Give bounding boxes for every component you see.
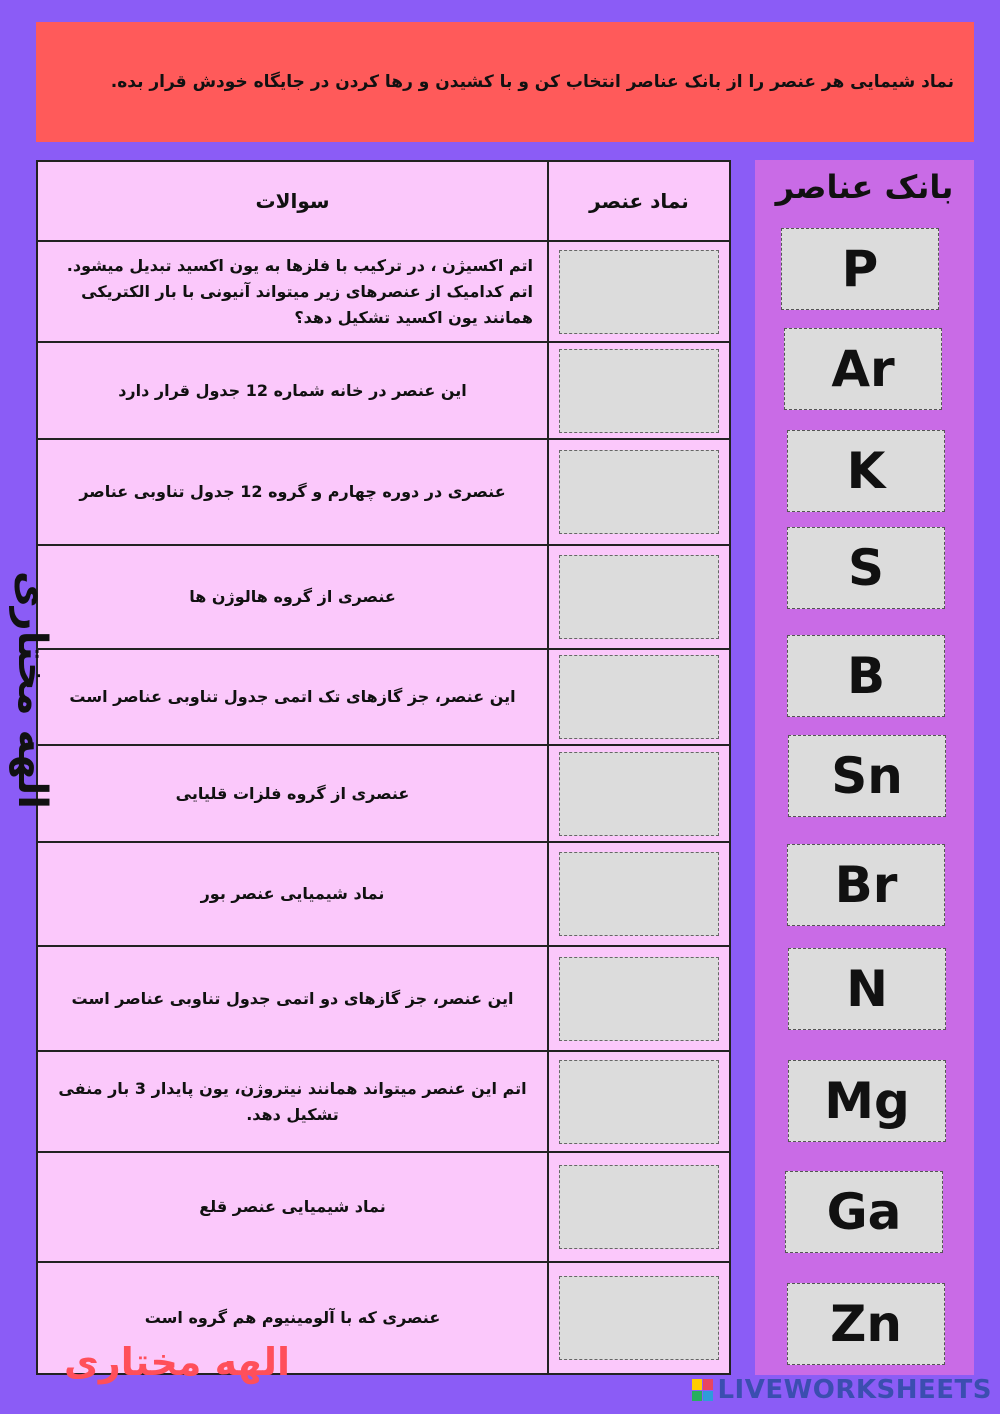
question-text: این عنصر، جز گازهای دو اتمی جدول تناوبی عناصر است	[71, 988, 514, 1008]
table-row	[37, 649, 730, 745]
drop-slot[interactable]	[559, 349, 719, 433]
element-tile[interactable]: S	[787, 527, 945, 609]
drop-slot[interactable]	[559, 250, 719, 334]
question-text: عنصری در دوره چهارم و گروه 12 جدول تناوبی عناصر	[79, 482, 506, 501]
drop-slot[interactable]	[559, 450, 719, 534]
symbol-header: نماد عنصر	[548, 161, 730, 241]
table-row	[37, 842, 730, 946]
question-text: عنصری از گروه هالوژن ها	[189, 587, 396, 606]
bank-title: بانک عناصر	[775, 168, 954, 206]
drop-slot[interactable]	[559, 852, 719, 936]
element-tile[interactable]: Ar	[784, 328, 942, 410]
element-tile[interactable]: P	[781, 228, 939, 310]
brand-text: LIVEWORKSHEETS	[717, 1375, 992, 1405]
drop-slot[interactable]	[559, 957, 719, 1041]
element-tile[interactable]: B	[787, 635, 945, 717]
element-tile[interactable]: K	[787, 430, 945, 512]
question-text: عنصری که با آلومینیوم هم گروه است	[144, 1308, 441, 1327]
question-text: این عنصر، جز گازهای تک اتمی جدول تناوبی عناصر است	[69, 687, 516, 706]
table-row	[37, 545, 730, 649]
instruction-text: نماد شیمایی هر عنصر را از بانک عناصر انتخاب کن و با کشیدن و رها کردن در جایگاه خودش قرار بده.	[110, 72, 954, 92]
drop-slot[interactable]	[559, 1060, 719, 1144]
element-tile[interactable]: Mg	[788, 1060, 946, 1142]
element-tile[interactable]: N	[788, 948, 946, 1030]
question-text: این عنصر در خانه شماره 12 جدول قرار دارد	[118, 380, 467, 400]
drop-slot[interactable]	[559, 752, 719, 836]
drop-slot[interactable]	[559, 555, 719, 639]
element-tile[interactable]: Sn	[788, 735, 946, 817]
table-row	[37, 745, 730, 842]
question-text: نماد شیمیایی عنصر بور	[200, 884, 385, 903]
drop-slot[interactable]	[559, 1276, 719, 1360]
table-row	[37, 1152, 730, 1262]
questions-table	[36, 160, 731, 1375]
table-row	[37, 439, 730, 545]
question-text: عنصری از گروه فلزات قلیایی	[175, 783, 410, 803]
question-text: اتم این عنصر میتواند همانند نیتروژن، یون پایدار 3 بار منفی تشکیل دهد.	[58, 1078, 527, 1124]
element-bank	[755, 160, 974, 1375]
table-row	[37, 946, 730, 1051]
liveworksheets-logo	[692, 1372, 992, 1408]
table-header-row	[37, 161, 730, 241]
table-row	[37, 241, 730, 342]
drop-slot[interactable]	[559, 1165, 719, 1249]
table-row	[37, 342, 730, 439]
instruction-banner	[36, 22, 974, 142]
questions-header: سوالات	[37, 161, 548, 241]
author-vertical: الهه مختاری	[9, 571, 55, 809]
element-tile[interactable]: Zn	[787, 1283, 945, 1365]
question-text: اتم اکسیژن ، در ترکیب با فلزها به یون اکسید تبدیل میشود. اتم کدامیک از عنصرهای زیر میتواند آنیونی با بار الکتریکی همانند یون اکسید تشکیل دهد؟	[66, 255, 533, 327]
element-tile[interactable]: Ga	[785, 1171, 943, 1253]
element-tile[interactable]: Br	[787, 844, 945, 926]
table-row	[37, 1051, 730, 1152]
question-text: نماد شیمیایی عنصر قلع	[199, 1197, 386, 1216]
liveworksheets-icon	[692, 1379, 713, 1401]
drop-slot[interactable]	[559, 655, 719, 739]
author-watermark: الهه مختاری	[64, 1340, 291, 1384]
